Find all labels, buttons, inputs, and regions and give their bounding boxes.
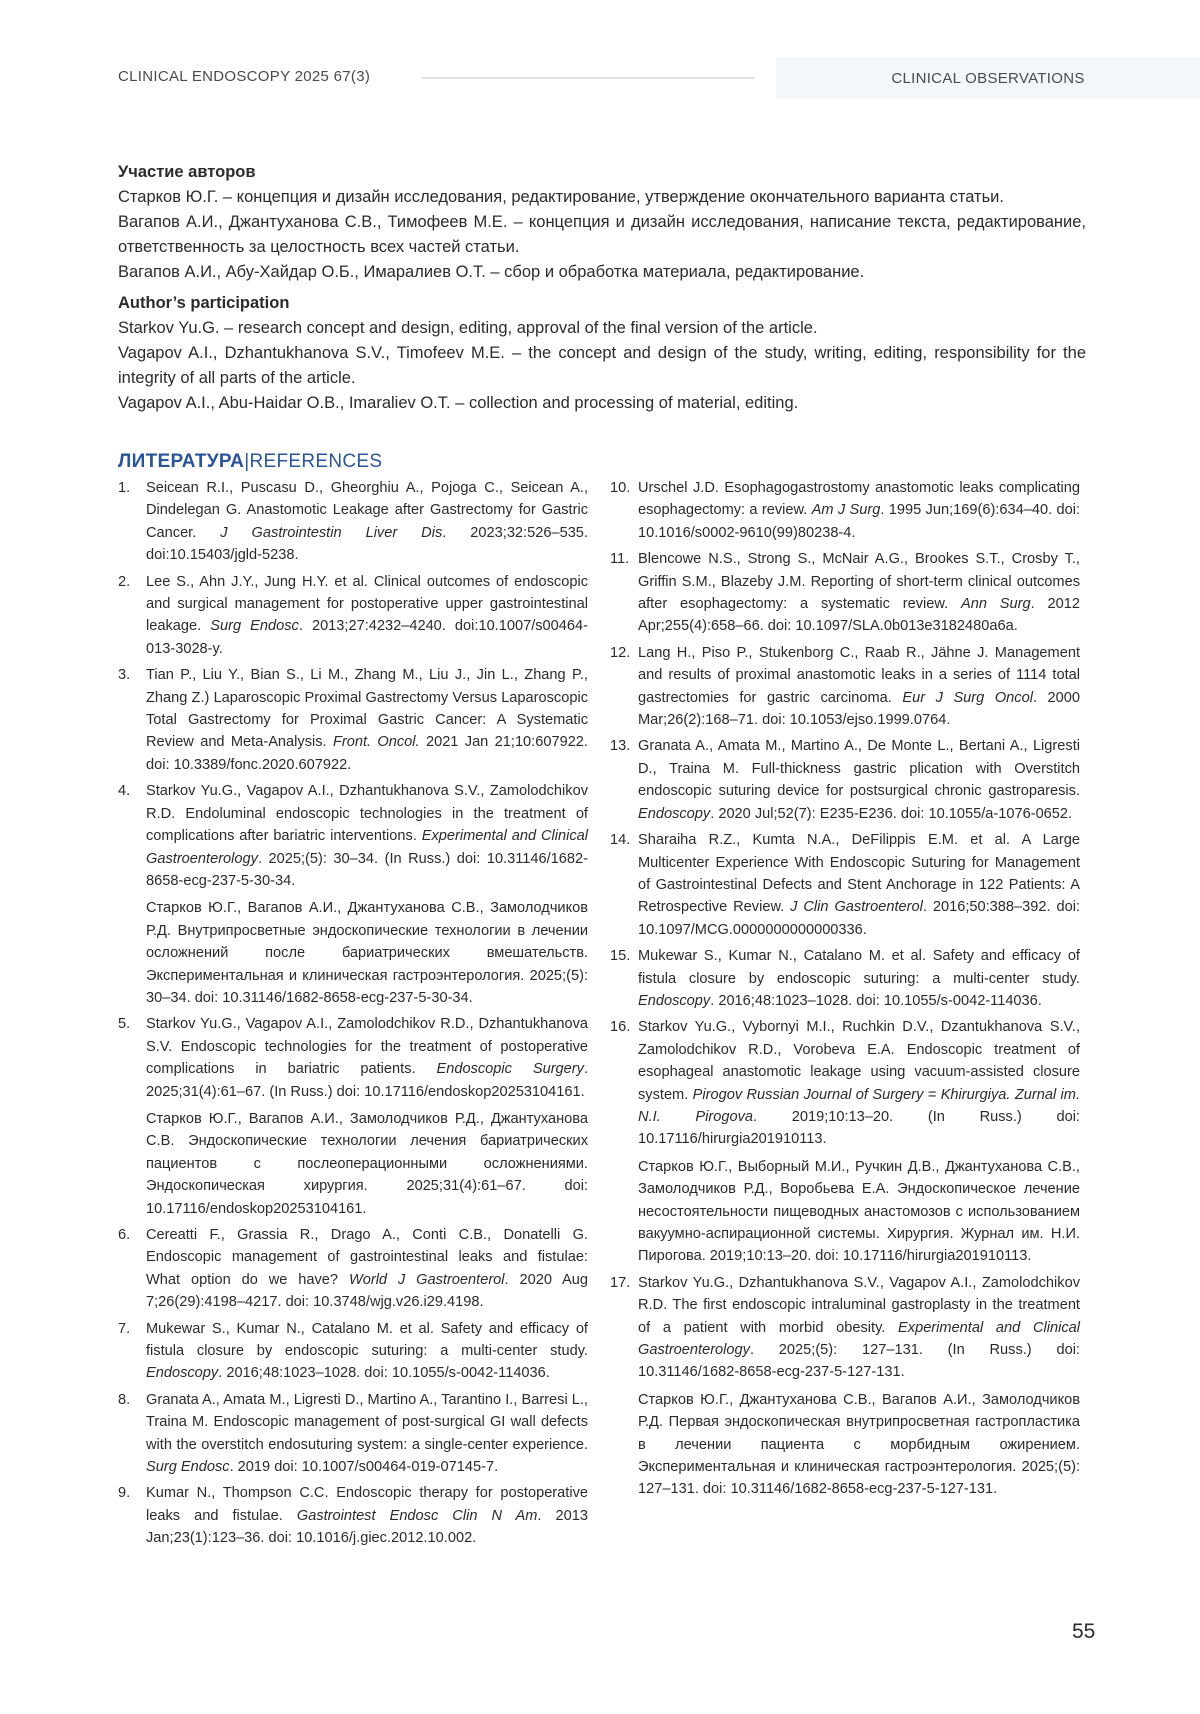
reference-details: . 2025;31(4):61–67. (In Russ.) doi: 10.17116/endoskop20253104161. (146, 1061, 589, 1100)
participation-ru-line: Старков Ю.Г. – концепция и дизайн исследования, редактирование, утверждение окончательного варианта статьи. (118, 188, 1004, 206)
reference-authors-title: Starkov Yu.G., Vagapov A.I., Dzhantukhanova S.V., Zamolodchikov R.D. Endoluminal endoscopic technologies in the treatment of complications after bariatric interventions. (146, 783, 588, 845)
reference-russian-version: Старков Ю.Г., Вагапов А.И., Джантуханова С.В., Замолодчиков Р.Д. Внутрипросветные эндоскопические технологии в лечении осложнений после бариатрических вмешательств. Экспериментальная и клиническая гастроэнтерология. 2025;(5): 30–34. doi: 10.31146/1682-8658-ecg-237-5-30-34. (146, 900, 588, 1006)
reference-item (118, 1389, 588, 1479)
reference-number: 9. (118, 1485, 131, 1502)
reference-authors-title: Starkov Yu.G., Vybornyi M.I., Ruchkin D.V., Dzantukhanova S.V., Zamolodchikov R.D., Vorobeva E.A. Endoscopic treatment of esophageal anastomotic leakage using vacuum-assisted closure system. (638, 1019, 1080, 1103)
running-header-journal: CLINICAL ENDOSCOPY 2025 67(3) (118, 68, 371, 85)
reference-journal: Experimental and Clinical Gastroenterology (146, 828, 588, 867)
reference-number: 3. (118, 667, 131, 684)
reference-number: 8. (118, 1391, 131, 1408)
author-participation (118, 160, 1086, 416)
participation-en-line: Vagapov A.I., Dzhantukhanova S.V., Timofeev M.E. – the concept and design of the study, writing, editing, responsibility for the integrity of all parts of the article. (118, 344, 1086, 387)
running-header-section: CLINICAL OBSERVATIONS (891, 69, 1085, 87)
reference-item (118, 1482, 588, 1549)
reference-authors-title: Kumar N., Thompson C.C. Endoscopic therapy for postoperative leaks and fistulae. (146, 1485, 588, 1524)
reference-number: 13. (610, 738, 631, 755)
reference-number: 2. (118, 573, 131, 590)
reference-details: . 2025;(5): 127–131. (In Russ.) doi: 10.31146/1682-8658-ecg-237-5-127-131. (638, 1342, 1080, 1381)
reference-details: . 2020 Aug 7;26(29):4198–4217. doi: 10.3748/wjg.v26.i29.4198. (146, 1271, 589, 1311)
reference-authors-title: Starkov Yu.G., Dzhantukhanova S.V., Vagapov A.I., Zamolodchikov R.D. The first endoscopic intraluminal gastroplasty in the treatment of a patient with morbid obesity. (638, 1274, 1080, 1336)
references-left-column (118, 477, 588, 1554)
reference-authors-title: Tian P., Liu Y., Bian S., Li M., Zhang M., Liu J., Jin L., Zhang P., Zhang Z.) Laparoscopic Proximal Gastrectomy Versus Laparoscopic Total Gastrectomy for Proximal Gastric Cancer: A Systematic Review and Meta-Analysis. (146, 667, 588, 751)
reference-item (610, 548, 1080, 638)
reference-number: 5. (118, 1016, 131, 1033)
reference-text (146, 477, 588, 567)
reference-details: . 2023;32:526–535. doi:10.15403/jgld-5238. (146, 524, 588, 564)
reference-authors-title: Mukewar S., Kumar N., Catalano M. et al. Safety and efficacy of fistula closure by endoscopic suturing: a multi-center study. (638, 948, 1080, 987)
reference-details: . 2016;50:388–392. doi: 10.1097/MCG.0000000000000336. (638, 899, 1081, 938)
reference-russian-version: Старков Ю.Г., Выборный М.И., Ручкин Д.В., Джантуханова С.В., Замолодчиков Р.Д., Воробьева Е.А. Эндоскопическое лечение несостоятельности пищеводных анастомозов с использованием вакуумно-аспирационной системы. Хирургия. Журнал им. Н.И. Пирогова. 2019;10:13–20. doi: 10.17116/hirurgia201910113. (638, 1158, 1080, 1265)
reference-journal: Am J Surg (811, 502, 881, 519)
reference-authors-title: Mukewar S., Kumar N., Catalano M. et al. Safety and efficacy of fistula closure by endoscopic suturing: a multi-center study. (146, 1320, 588, 1360)
reference-text (146, 1318, 588, 1385)
reference-authors-title: Lang H., Piso P., Stukenborg C., Raab R., Jähne J. Management and results of proximal anastomotic leaks in a series of 1114 total gastrectomies for gastric carcinoma. (638, 644, 1080, 706)
reference-text (638, 945, 1080, 1012)
participation-en-line: Starkov Yu.G. – research concept and design, editing, approval of the final version of the article. (118, 319, 818, 337)
reference-number: 12. (610, 644, 631, 661)
reference-text (146, 1482, 588, 1549)
reference-item (118, 1318, 588, 1385)
reference-item (610, 642, 1080, 732)
references-heading (118, 451, 382, 473)
reference-item (118, 1013, 588, 1220)
reference-item (610, 735, 1080, 825)
reference-text (638, 829, 1080, 941)
reference-text (146, 571, 588, 661)
reference-item (118, 664, 588, 776)
reference-item (610, 477, 1080, 544)
reference-details: . 1995 Jun;169(6):634–40. doi: 10.1016/s0002-9610(99)80238-4. (638, 502, 1081, 541)
reference-item (610, 829, 1080, 941)
reference-details: . 2000 Mar;26(2):168–71. doi: 10.1053/ejso.1999.0764. (638, 689, 1080, 729)
reference-number: 1. (118, 480, 131, 496)
reference-journal: Experimental and Clinical Gastroenterology (638, 1319, 1080, 1359)
reference-number: 11. (610, 551, 630, 568)
references-right-column (610, 477, 1080, 1505)
reference-item (118, 780, 588, 1009)
reference-text (146, 664, 588, 776)
references-separator: | (244, 451, 250, 472)
reference-item (118, 1224, 588, 1314)
reference-journal: Endoscopic Surgery (436, 1061, 584, 1078)
reference-journal: Ann Surg (960, 596, 1031, 613)
participation-en-title: Author’s participation (118, 294, 290, 312)
reference-authors-title: Starkov Yu.G., Vagapov A.I., Zamolodchikov R.D., Dzhantukhanova S.V. Endoscopic technologies for the treatment of postoperative complications in bariatric patients. (146, 1016, 588, 1078)
reference-details: 2021 Jan 21;10:607922. doi: 10.3389/fonc.2020.607922. (146, 734, 588, 773)
reference-journal: Endoscopy (638, 805, 711, 822)
reference-details: . 2016;48:1023–1028. doi: 10.1055/s-0042-114036. (710, 992, 1042, 1009)
reference-details: . 2013 Jan;23(1):123–36. doi: 10.1016/j.giec.2012.10.002. (146, 1507, 588, 1547)
reference-authors-title: Seicean R.I., Puscasu D., Gheorghiu A., Pojoga C., Seicean A., Dindelegan G. Anastomotic Leakage after Gastrectomy for Gastric Cancer. (146, 480, 588, 541)
reference-journal: Endoscopy (638, 992, 711, 1009)
reference-details: . 2019;10:13–20. (In Russ.) doi: 10.17116/hirurgia201910113. (638, 1108, 1080, 1148)
reference-details: . 2013;27:4232–4240. doi:10.1007/s00464-013-3028-y. (146, 618, 588, 657)
reference-details: . 2019 doi: 10.1007/s00464-019-07145-7. (229, 1459, 499, 1476)
reference-journal: Gastrointest Endosc Clin N Am (296, 1507, 538, 1524)
reference-number: 7. (118, 1320, 131, 1337)
references-title-en: REFERENCES (249, 451, 383, 472)
reference-text (146, 780, 588, 892)
reference-item (118, 571, 588, 661)
reference-authors-title: Blencowe N.S., Strong S., McNair A.G., Brookes S.T., Crosby T., Griffin S.M., Blazeby J.M. Reporting of short-term clinical outcomes after esophagectomy: a systematic review. (638, 551, 1080, 613)
header-divider (422, 77, 755, 79)
reference-text (638, 548, 1080, 638)
reference-number: 4. (118, 783, 131, 800)
reference-text (146, 1389, 588, 1479)
reference-authors-title: Sharaiha R.Z., Kumta N.A., DeFilippis E.M. et al. A Large Multicenter Experience With Endoscopic Suturing for Management of Gastrointestinal Defects and Stent Anchorage in 122 Patients: A Retrospective Review. (638, 832, 1080, 916)
running-header-section-box (776, 57, 1200, 99)
reference-authors-title: Urschel J.D. Esophagogastrostomy anastomotic leaks complicating esophagectomy: a review. (638, 480, 1080, 519)
reference-journal: Surg Endosc (210, 618, 299, 635)
reference-details: . 2025;(5): 30–34. (In Russ.) doi: 10.31146/1682-8658-ecg-237-5-30-34. (146, 850, 588, 889)
participation-ru-line: Вагапов А.И., Абу-Хайдар О.Б., Имаралиев О.Т. – сбор и обработка материала, редактирование. (118, 263, 865, 281)
participation-ru-line: Вагапов А.И., Джантуханова С.В., Тимофеев М.Е. – концепция и дизайн исследования, написание текста, редактирование, ответственность за целостность всех частей статьи. (118, 213, 1086, 256)
reference-details: . 2016;48:1023–1028. doi: 10.1055/s-0042-114036. (218, 1365, 550, 1382)
reference-text (146, 1224, 588, 1314)
reference-number: 15. (610, 948, 631, 965)
reference-text (638, 642, 1080, 732)
reference-text (638, 1272, 1080, 1384)
reference-text (146, 1013, 588, 1103)
reference-details: . 2012 Apr;255(4):658–66. doi: 10.1097/SLA.0b013e3182480a6a. (638, 596, 1080, 635)
reference-journal: Surg Endosc (146, 1459, 230, 1476)
reference-russian-version: Старков Ю.Г., Джантуханова С.В., Вагапов А.И., Замолодчиков Р.Д. Первая эндоскопическая внутрипросветная гастропластика в лечении пациента с морбидным ожирением. Экспериментальная и клиническая гастроэнтерология. 2025;(5): 127–131. doi: 10.31146/1682-8658-ecg-237-5-127-131. (638, 1391, 1080, 1498)
reference-details: . 2020 Jul;52(7): E235-E236. doi: 10.1055/a-1076-0652. (710, 805, 1073, 822)
reference-text (638, 735, 1080, 825)
participation-en-line: Vagapov A.I., Abu-Haidar O.B., Imaraliev O.T. – collection and processing of material, editing. (118, 394, 799, 412)
reference-text (638, 1016, 1080, 1150)
reference-number: 14. (610, 832, 631, 849)
reference-journal: Endoscopy (146, 1365, 219, 1382)
reference-journal: J Gastrointestin Liver Dis (220, 524, 443, 541)
reference-russian-version: Старков Ю.Г., Вагапов А.И., Замолодчиков Р.Д., Джантуханова С.В. Эндоскопические технологии лечения бариатрических пациентов с послеоперационными осложнениями. Эндоскопическая хирургия. 2025;31(4):61–67. doi: 10.17116/endoskop20253104161. (146, 1110, 588, 1217)
page-number: 55 (1072, 1620, 1096, 1643)
participation-ru-title: Участие авторов (118, 163, 256, 181)
reference-journal: Pirogov Russian Journal of Surgery = Khirurgiya. Zurnal im. N.I. Pirogova (638, 1086, 1081, 1125)
reference-number: 17. (610, 1274, 631, 1291)
reference-journal: J Clin Gastroenterol (790, 899, 923, 916)
reference-item (610, 1272, 1080, 1501)
reference-journal: World J Gastroenterol (348, 1271, 505, 1288)
reference-authors-title: Granata A., Amata M., Martino A., De Monte L., Bertani A., Ligresti D., Traina M. Full-thickness gastric plication with Overstitch endoscopic suturing device for postsurgical chronic gastroparesis. (638, 738, 1080, 800)
reference-authors-title: Cereatti F., Grassia R., Drago A., Conti C.B., Donatelli G. Endoscopic management of gastrointestinal leaks and fistulae: What option do we have? (146, 1227, 588, 1288)
reference-item (610, 945, 1080, 1012)
reference-item (610, 1016, 1080, 1267)
reference-number: 10. (610, 480, 631, 496)
reference-journal: Eur J Surg Oncol (902, 689, 1033, 706)
reference-text (638, 477, 1080, 544)
reference-authors-title: Granata A., Amata M., Ligresti D., Martino A., Tarantino I., Barresi L., Traina M. Endoscopic management of post-surgical GI wall defects with the overstitch endosuturing system: a single-center experience. (146, 1391, 588, 1453)
reference-item (118, 477, 588, 567)
references-title-ru: ЛИТЕРАТУРА (118, 451, 245, 472)
reference-journal: Front. Oncol. (332, 734, 420, 751)
reference-number: 16. (610, 1019, 631, 1036)
reference-authors-title: Lee S., Ahn J.Y., Jung H.Y. et al. Clinical outcomes of endoscopic and surgical management for postoperative upper gastrointestinal leakage. (146, 573, 588, 635)
reference-number: 6. (118, 1227, 131, 1243)
